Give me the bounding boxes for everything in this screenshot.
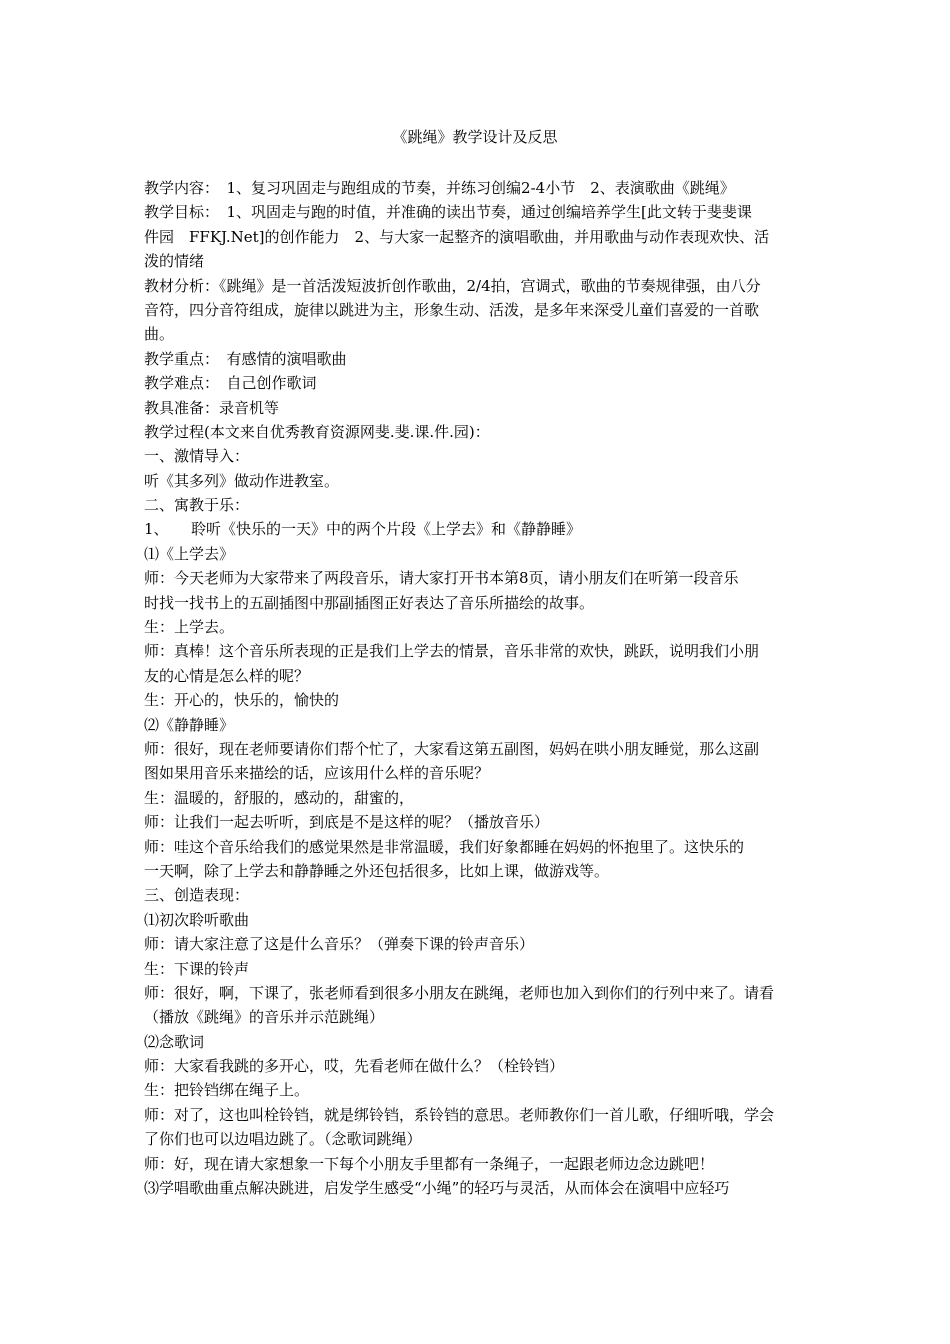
text-line: 教学过程(本文来自优秀教育资源网斐.斐.课.件.园)： <box>144 422 490 441</box>
text-line: 师：好，现在请大家想象一下每个小朋友手里都有一条绳子，一起跟老师边念边跳吧！ <box>144 1154 715 1173</box>
text-line: 教学难点： 自己创作歌词 <box>144 374 317 393</box>
text-line: ⑶学唱歌曲重点解决跳进，启发学生感受“小绳”的轻巧与灵活，从而体会在演唱中应轻巧 <box>144 1179 730 1198</box>
document-body <box>144 176 808 1200</box>
text-line: 师：很好，现在老师要请你们帮个忙了，大家看这第五副图，妈妈在哄小朋友睡觉，那么这副 <box>144 739 760 758</box>
text-line: 听《其多列》做动作进教室。 <box>144 471 340 490</box>
text-line: ⑴初次聆听歌曲 <box>144 910 250 929</box>
text-line: 生：开心的，快乐的，愉快的 <box>144 691 340 710</box>
text-line: 生：上学去。 <box>144 618 235 637</box>
text-line: 教具准备：录音机等 <box>144 398 280 417</box>
text-line: ⑴《上学去》 <box>144 544 235 563</box>
text-line: 泼的情绪 <box>144 252 205 271</box>
text-line: 曲。 <box>144 325 175 344</box>
text-line: 了你们也可以边唱边跳了。（念歌词跳绳） <box>144 1130 422 1149</box>
text-line: 一、激情导入： <box>144 447 250 466</box>
text-line: 师：让我们一起去听听，到底是不是这样的呢？（播放音乐） <box>144 813 550 832</box>
text-line: 教学重点： 有感情的演唱歌曲 <box>144 349 347 368</box>
text-line: 教材分析：《跳绳》是一首活泼短波折创作歌曲，2/4拍，宫调式，歌曲的节奏规律强，由八分 <box>144 276 761 295</box>
text-line: 时找一找书上的五副插图中那副插图正好表达了音乐所描绘的故事。 <box>144 593 595 612</box>
text-line: 二、寓教于乐： <box>144 496 250 515</box>
text-line: 音符，四分音符组成，旋律以跳进为主，形象生动、活泼，是多年来深受儿童们喜爱的一首歌 <box>144 300 760 319</box>
text-line: 师：请大家注意了这是什么音乐？（弹奏下课的铃声音乐） <box>144 935 535 954</box>
text-line: 友的心情是怎么样的呢？ <box>144 666 310 685</box>
text-line: 师：今天老师为大家带来了两段音乐，请大家打开书本第8页，请小朋友们在听第一段音乐 <box>144 569 739 588</box>
text-line: 件园 FFKJ.Net]的创作能力 2、与大家一起整齐的演唱歌曲，并用歌曲与动作表现欢快、活 <box>144 227 770 246</box>
text-line: 师：大家看我跳的多开心，哎，先看老师在做什么？（栓铃铛） <box>144 1057 565 1076</box>
text-line: 生：把铃铛绑在绳子上。 <box>144 1081 310 1100</box>
text-line: 生：下课的铃声 <box>144 959 250 978</box>
text-line: 教学内容： 1、复习巩固走与跑组成的节奏，并练习创编2-4小节 2、表演歌曲《跳绳》 <box>144 179 735 197</box>
text-line: 1、 聆听《快乐的一天》中的两个片段《上学去》和《静静睡》 <box>144 520 582 539</box>
document-title: 《跳绳》教学设计及反思 <box>392 128 558 146</box>
text-line: 师：很好，啊，下课了，张老师看到很多小朋友在跳绳，老师也加入到你们的行列中来了。请看 <box>144 983 775 1002</box>
text-line: 一天啊，除了上学去和静静睡之外还包括很多，比如上课，做游戏等。 <box>144 861 610 880</box>
text-line: ⑵《静静睡》 <box>144 715 235 734</box>
text-line: （播放《跳绳》的音乐并示范跳绳） <box>144 1008 385 1027</box>
text-line: 师：真棒！这个音乐所表现的正是我们上学去的情景，音乐非常的欢快，跳跃，说明我们小朋 <box>144 642 760 661</box>
text-line: ⑵念歌词 <box>144 1032 205 1051</box>
text-line: 教学目标： 1、巩固走与跑的时值，并准确的读出节奏，通过创编培养学生[此文转于斐斐课 <box>144 203 752 222</box>
text-line: 三、创造表现： <box>144 886 250 905</box>
text-line: 师：对了，这也叫栓铃铛，就是绑铃铛，系铃铛的意思。老师教你们一首儿歌，仔细听哦，学会 <box>144 1105 775 1124</box>
text-line: 生：温暖的，舒服的，感动的，甜蜜的， <box>144 788 415 807</box>
text-line: 师：哇这个音乐给我们的感觉果然是非常温暖，我们好象都睡在妈妈的怀抱里了。这快乐的 <box>144 837 745 856</box>
text-line: 图如果用音乐来描绘的话，应该用什么样的音乐呢？ <box>144 764 490 783</box>
